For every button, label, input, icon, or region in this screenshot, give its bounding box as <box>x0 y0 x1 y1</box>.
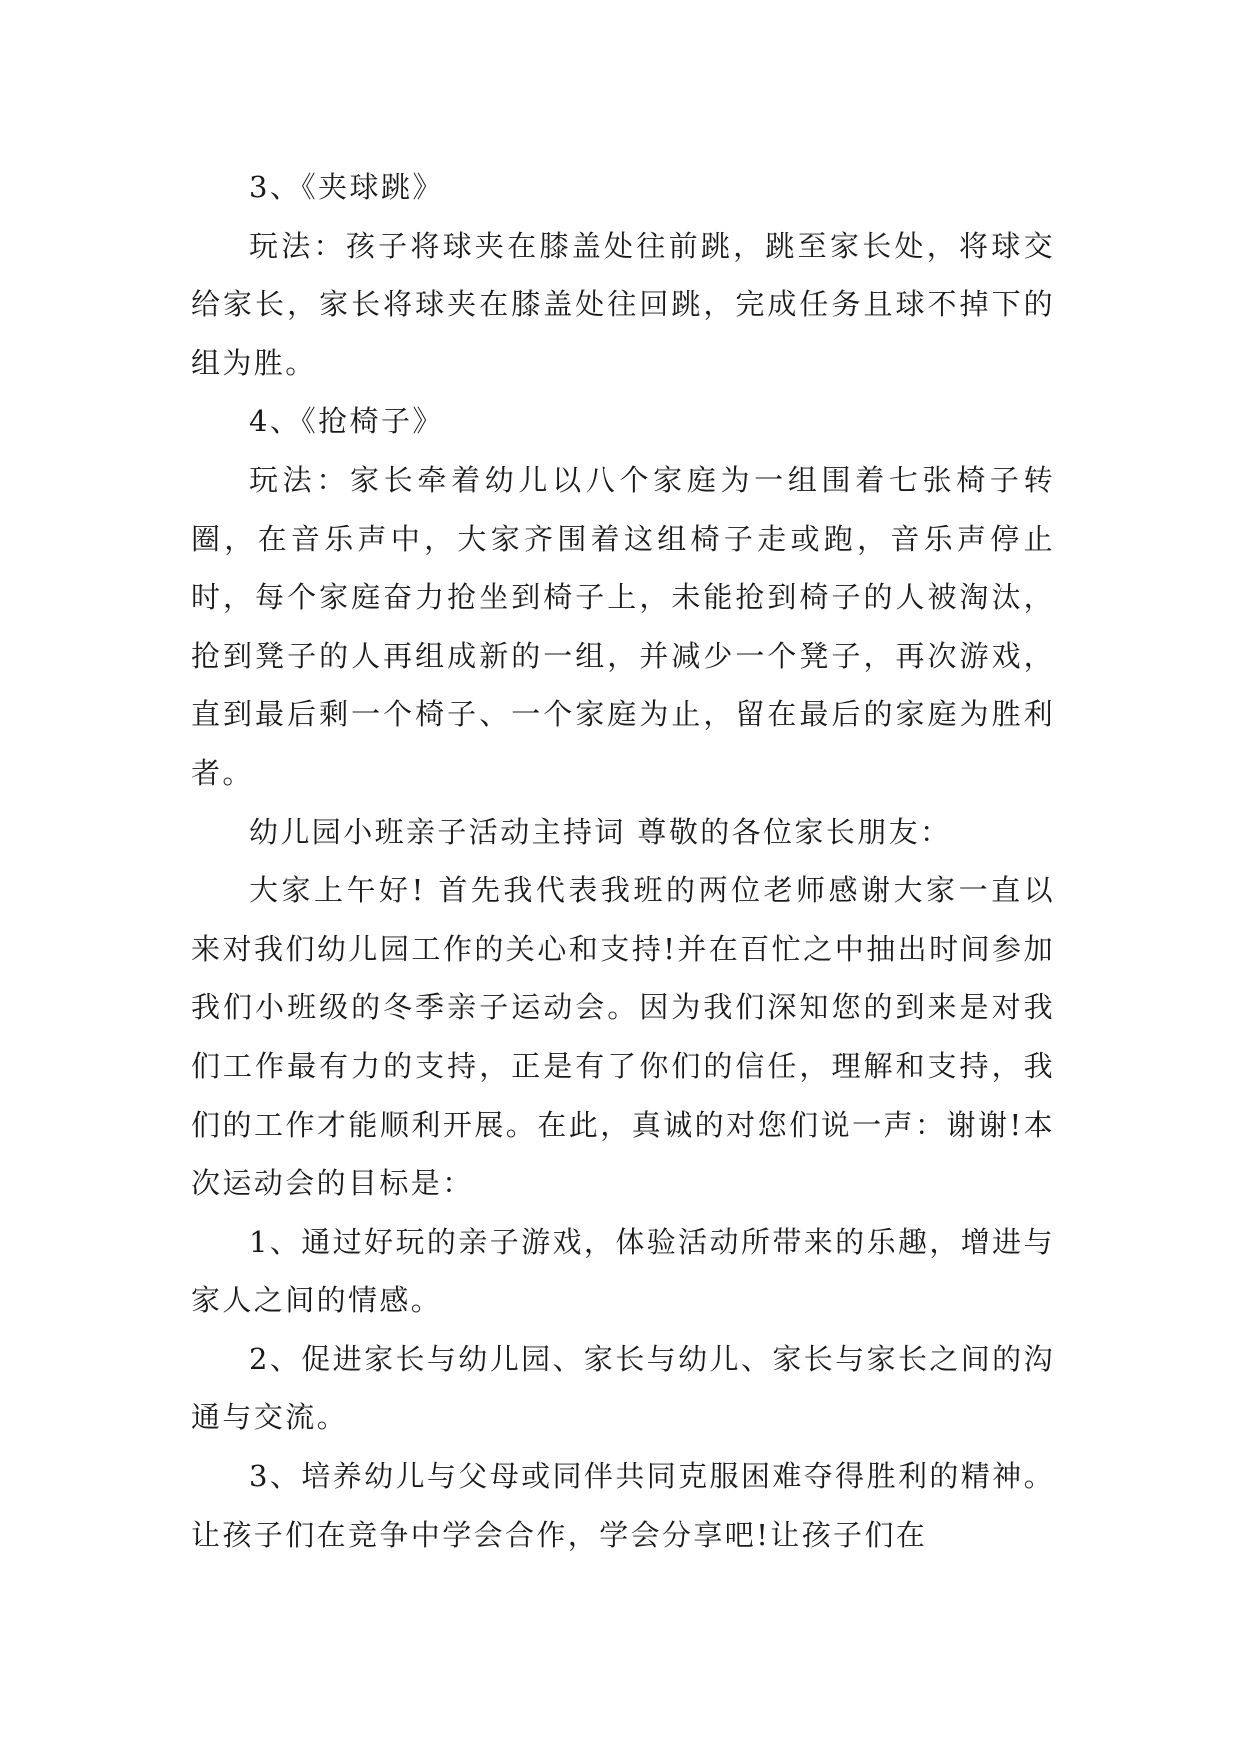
heading-musical-chairs: 4、《抢椅子》 <box>249 404 444 439</box>
paragraph-goal-3: 3、培养幼儿与父母或同伴共同克服困难夺得胜利的精神。 让孩子们在竞争中学会合作，学会分享吧!让孩子们在 <box>191 1459 1055 1552</box>
paragraph-clip-ball-jump-rules: 玩法：孩子将球夹在膝盖处往前跳，跳至家长处，将球交给家长，家长将球夹在膝盖处往回跳，完成任务且球不掉下的组为胜。 <box>191 228 1055 380</box>
paragraph-musical-chairs-rules: 玩法：家长牵着幼儿以八个家庭为一组围着七张椅子转圈，在音乐声中，大家齐围着这组椅子走或跑，音乐声停止时，每个家庭奋力抢坐到椅子上，未能抢到椅子的人被淘汰，抢到凳子的人再组成新的一组，并减少一个凳子，再次游戏，直到最后剩一个椅子、一个家庭为止，留在最后的家庭为胜利者。 <box>191 462 1055 790</box>
heading-clip-ball-jump: 3、《夹球跳》 <box>249 170 444 204</box>
paragraph-host-speech-title: 幼儿园小班亲子活动主持词 尊敬的各位家长朋友： <box>249 814 952 849</box>
paragraph-greeting: 大家上午好! 首先我代表我班的两位老师感谢大家一直以来对我们幼儿园工作的关心和支持!并在百忙之中抽出时间参加我们小班级的冬季亲子运动会。因为我们深知您的到来是对我们工作最有力的支持，正是有了你们的信任，理解和支持，我们的工作才能顺利开展。在此，真诚的对您们说一声：谢谢!本次运动会的目标是： <box>191 873 1055 1201</box>
document-body <box>191 158 1055 1564</box>
paragraph-goal-1: 1、通过好玩的亲子游戏，体验活动所带来的乐趣，增进与家人之间的情感。 <box>191 1224 1055 1318</box>
paragraph-goal-2: 2、促进家长与幼儿园、家长与幼儿、家长与家长之间的沟通与交流。 <box>191 1341 1055 1435</box>
